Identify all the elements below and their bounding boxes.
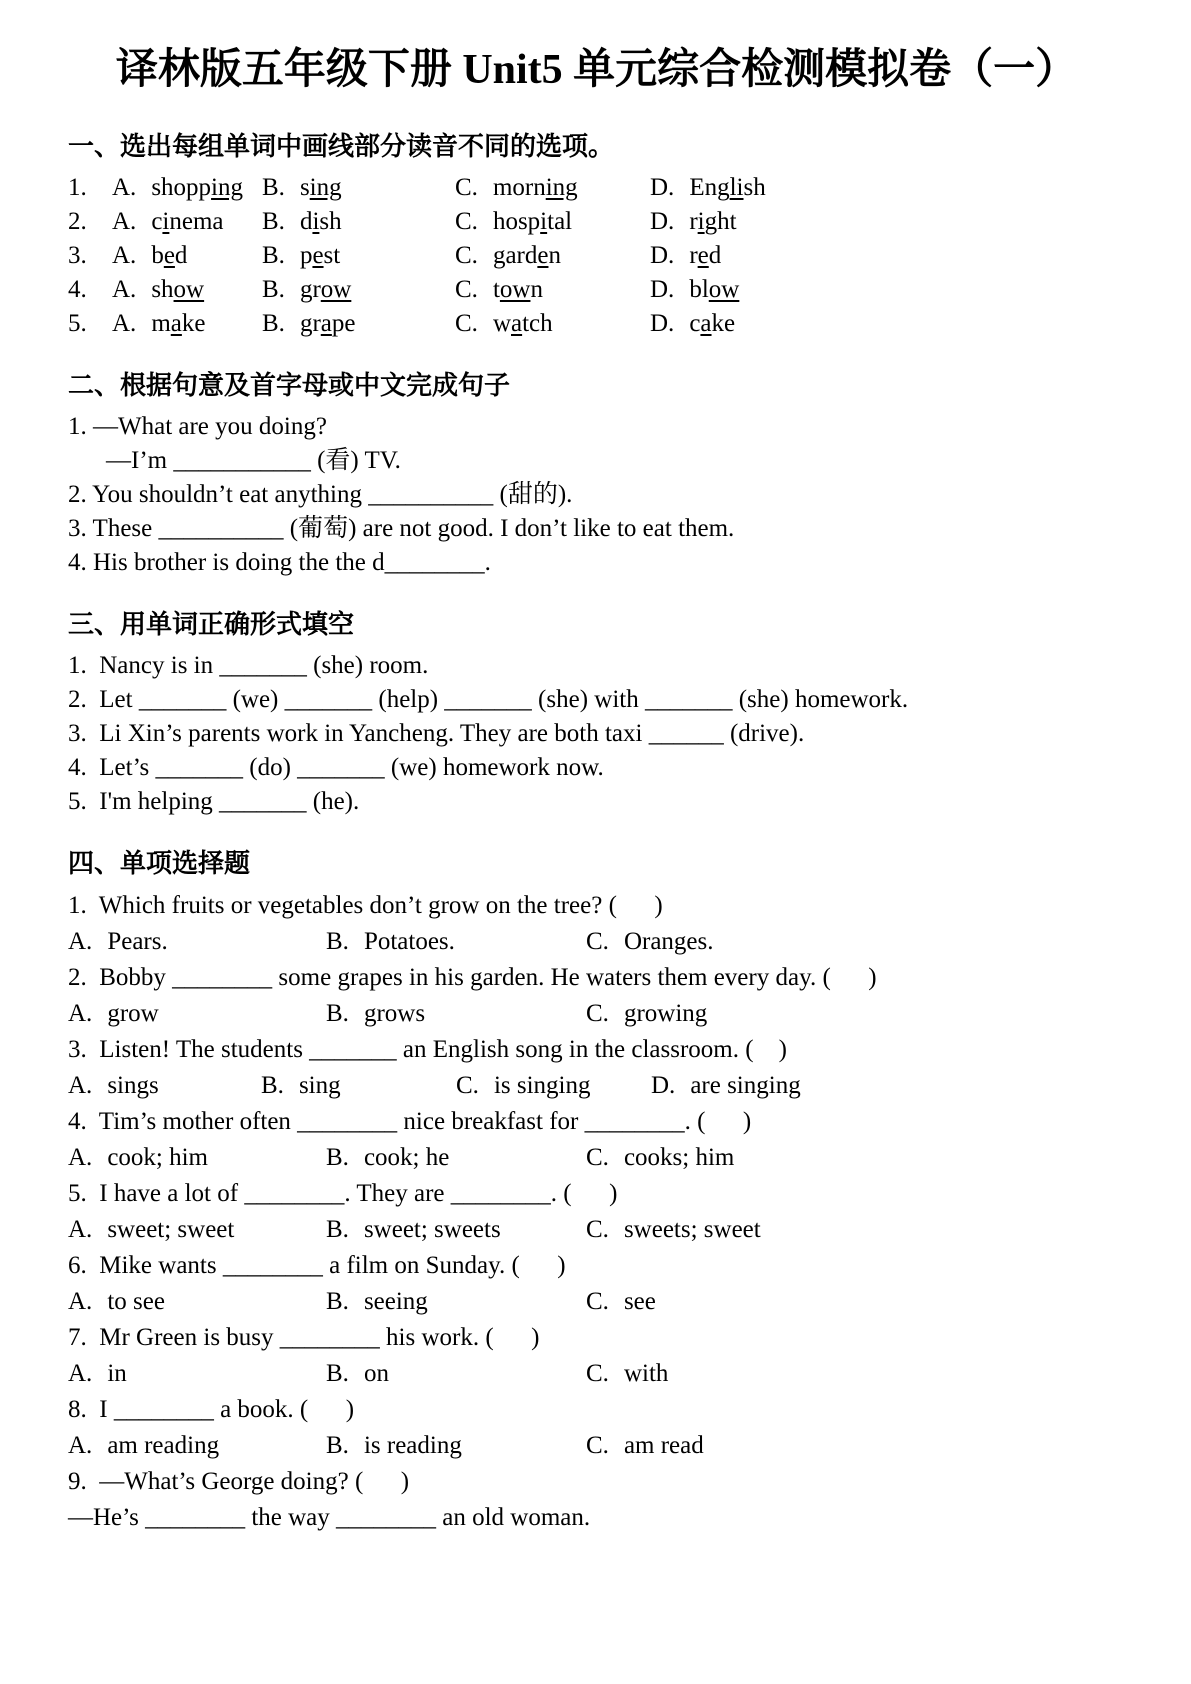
phonics-option bbox=[650, 239, 1125, 273]
phonics-word: pest bbox=[299, 241, 341, 269]
choice-option bbox=[68, 996, 326, 1032]
choice-option bbox=[586, 924, 1125, 960]
section3-lines bbox=[68, 649, 1125, 819]
option-label: B. bbox=[326, 1143, 349, 1171]
underlined-letters: i bbox=[162, 207, 170, 235]
question-number: 2. bbox=[68, 207, 87, 235]
phonics-word: town bbox=[492, 275, 543, 303]
underlined-letters: ing bbox=[211, 173, 243, 201]
option-label: A. bbox=[112, 275, 137, 303]
phonics-word: grape bbox=[299, 309, 356, 337]
phonics-row bbox=[68, 239, 1125, 273]
sentence-line: 3. Li Xin’s parents work in Yancheng. They are both taxi ______ (drive). bbox=[68, 719, 805, 747]
choice-option bbox=[651, 1068, 1125, 1104]
option-label: C. bbox=[455, 173, 478, 201]
phonics-word: show bbox=[151, 275, 205, 303]
option-label: A. bbox=[68, 999, 93, 1027]
question-number: 4. bbox=[68, 275, 87, 303]
option-text: sweet; sweets bbox=[363, 1215, 501, 1243]
option-label: B. bbox=[262, 207, 285, 235]
option-label: A. bbox=[68, 927, 93, 955]
option-text: grows bbox=[363, 999, 426, 1027]
option-text: growing bbox=[623, 999, 708, 1027]
question-number: 5. bbox=[68, 309, 87, 337]
choice-option bbox=[326, 924, 586, 960]
options-row bbox=[68, 1140, 1125, 1176]
sentence-line: 4. His brother is doing the the d________. bbox=[68, 548, 491, 576]
question-line: 1. Which fruits or vegetables don’t grow on the tree? ( ) bbox=[68, 891, 663, 919]
option-label: A. bbox=[68, 1071, 93, 1099]
choice-option bbox=[68, 1428, 326, 1464]
section-complete-sentences bbox=[68, 368, 1125, 580]
options-row bbox=[68, 1212, 1125, 1248]
phonics-option bbox=[455, 171, 650, 205]
sentence-line: 2. You shouldn’t eat anything __________ (甜的). bbox=[68, 480, 573, 508]
option-label: C. bbox=[455, 241, 478, 269]
choice-option bbox=[68, 924, 326, 960]
phonics-row bbox=[68, 273, 1125, 307]
option-label: D. bbox=[650, 173, 675, 201]
option-text: in bbox=[107, 1359, 127, 1387]
option-text: with bbox=[623, 1359, 669, 1387]
phonics-option bbox=[650, 171, 1125, 205]
option-text: to see bbox=[107, 1287, 165, 1315]
sentence-line: 1. Nancy is in _______ (she) room. bbox=[68, 651, 429, 679]
option-text: grow bbox=[107, 999, 159, 1027]
phonics-word: make bbox=[151, 309, 206, 337]
section-word-forms bbox=[68, 607, 1125, 819]
choice-option bbox=[326, 1212, 586, 1248]
choice-option bbox=[68, 1356, 326, 1392]
sentence-line: 2. Let _______ (we) _______ (help) _______ (she) with _______ (she) homework. bbox=[68, 685, 909, 713]
underlined-letters: li bbox=[729, 173, 744, 201]
underlined-letters: a bbox=[700, 309, 712, 337]
option-label: D. bbox=[650, 275, 675, 303]
phonics-option bbox=[112, 273, 262, 307]
page-title: 译林版五年级下册 Unit5 单元综合检测模拟卷（一） bbox=[115, 47, 1078, 93]
section-phonics bbox=[68, 129, 1125, 341]
phonics-word: right bbox=[689, 207, 737, 235]
question-line: 2. Bobby ________ some grapes in his garden. He waters them every day. ( ) bbox=[68, 963, 877, 991]
phonics-word: watch bbox=[492, 309, 553, 337]
choice-option bbox=[326, 1140, 586, 1176]
option-text: am read bbox=[623, 1431, 704, 1459]
phonics-option bbox=[262, 273, 455, 307]
sentence-line: 5. I'm helping _______ (he). bbox=[68, 787, 360, 815]
option-label: B. bbox=[326, 1287, 349, 1315]
options-row bbox=[68, 996, 1125, 1032]
phonics-option bbox=[112, 205, 262, 239]
options-row bbox=[68, 1284, 1125, 1320]
option-label: C. bbox=[586, 927, 609, 955]
option-text: sings bbox=[107, 1071, 159, 1099]
option-label: D. bbox=[651, 1071, 676, 1099]
question-number: 3. bbox=[68, 241, 87, 269]
underlined-letters: i bbox=[697, 207, 705, 235]
phonics-row bbox=[68, 307, 1125, 341]
phonics-word: red bbox=[689, 241, 722, 269]
option-text: Pears. bbox=[107, 927, 168, 955]
underlined-letters: e bbox=[697, 241, 709, 269]
option-label: C. bbox=[455, 275, 478, 303]
underlined-letters: a bbox=[320, 309, 332, 337]
underlined-letters: a bbox=[170, 309, 182, 337]
choice-option bbox=[586, 1140, 1125, 1176]
choice-option bbox=[586, 1212, 1125, 1248]
option-text: Oranges. bbox=[623, 927, 714, 955]
option-label: D. bbox=[650, 309, 675, 337]
underlined-letters: ow bbox=[173, 275, 205, 303]
choice-option bbox=[68, 1284, 326, 1320]
option-label: C. bbox=[456, 1071, 479, 1099]
underlined-letters: i bbox=[540, 207, 548, 235]
option-text: sweet; sweet bbox=[107, 1215, 235, 1243]
section1-rows bbox=[68, 171, 1125, 341]
underlined-letters: e bbox=[163, 241, 175, 269]
choice-option bbox=[68, 1212, 326, 1248]
option-text: see bbox=[623, 1287, 656, 1315]
option-label: C. bbox=[586, 1143, 609, 1171]
option-label: A. bbox=[112, 207, 137, 235]
question-line: 7. Mr Green is busy ________ his work. ( ) bbox=[68, 1323, 540, 1351]
phonics-option bbox=[112, 171, 262, 205]
option-label: A. bbox=[112, 173, 137, 201]
choice-option bbox=[586, 1428, 1125, 1464]
sentence-line: 3. These __________ (葡萄) are not good. I don’t like to eat them. bbox=[68, 514, 735, 542]
choice-option bbox=[68, 1140, 326, 1176]
phonics-word: morning bbox=[492, 173, 578, 201]
option-label: B. bbox=[326, 1431, 349, 1459]
underlined-letters: ow bbox=[320, 275, 352, 303]
phonics-option bbox=[262, 307, 455, 341]
option-label: B. bbox=[262, 173, 285, 201]
option-label: B. bbox=[262, 275, 285, 303]
phonics-word: dish bbox=[299, 207, 342, 235]
options-row bbox=[68, 1428, 1125, 1464]
choice-option bbox=[326, 1284, 586, 1320]
underlined-letters: ing bbox=[545, 173, 578, 201]
question-line: 5. I have a lot of ________. They are ________. ( ) bbox=[68, 1179, 618, 1207]
option-label: C. bbox=[586, 1215, 609, 1243]
option-label: C. bbox=[586, 999, 609, 1027]
question-line: 9. —What’s George doing? ( ) bbox=[68, 1467, 410, 1495]
sentence-line: —I’m ___________ (看) TV. bbox=[106, 446, 401, 474]
section1-heading: 一、选出每组单词中画线部分读音不同的选项。 bbox=[68, 131, 615, 161]
choice-option bbox=[326, 1428, 586, 1464]
option-label: B. bbox=[262, 241, 285, 269]
underlined-letters: i bbox=[312, 207, 320, 235]
question-line: 3. Listen! The students _______ an English song in the classroom. ( ) bbox=[68, 1035, 787, 1063]
option-label: C. bbox=[455, 207, 478, 235]
option-label: B. bbox=[262, 309, 285, 337]
option-label: B. bbox=[261, 1071, 284, 1099]
choice-option bbox=[586, 996, 1125, 1032]
option-label: B. bbox=[326, 1359, 349, 1387]
sentence-line: 1. —What are you doing? bbox=[68, 412, 327, 440]
option-label: A. bbox=[112, 241, 137, 269]
options-row bbox=[68, 1068, 1125, 1104]
option-text: are singing bbox=[690, 1071, 801, 1099]
choice-option bbox=[456, 1068, 651, 1104]
section2-lines bbox=[68, 410, 1125, 580]
option-label: D. bbox=[650, 241, 675, 269]
phonics-option bbox=[262, 171, 455, 205]
choice-option bbox=[68, 1068, 261, 1104]
option-text: seeing bbox=[363, 1287, 428, 1315]
phonics-word: blow bbox=[689, 275, 740, 303]
option-label: C. bbox=[455, 309, 478, 337]
section4-items bbox=[68, 888, 1125, 1536]
phonics-word: English bbox=[689, 173, 766, 201]
option-text: on bbox=[363, 1359, 389, 1387]
option-text: sing bbox=[298, 1071, 341, 1099]
choice-option bbox=[326, 996, 586, 1032]
option-label: A. bbox=[68, 1287, 93, 1315]
option-text: cooks; him bbox=[623, 1143, 735, 1171]
section4-heading: 四、单项选择题 bbox=[68, 848, 251, 878]
phonics-word: cake bbox=[689, 309, 736, 337]
answer-line: —He’s ________ the way ________ an old woman. bbox=[68, 1503, 591, 1531]
section-multiple-choice bbox=[68, 846, 1125, 1536]
options-row bbox=[68, 1356, 1125, 1392]
underlined-letters: ow bbox=[708, 275, 740, 303]
options-row bbox=[68, 924, 1125, 960]
phonics-option bbox=[455, 273, 650, 307]
phonics-option bbox=[112, 239, 262, 273]
phonics-option bbox=[455, 205, 650, 239]
question-line: 8. I ________ a book. ( ) bbox=[68, 1395, 355, 1423]
option-label: C. bbox=[586, 1359, 609, 1387]
choice-option bbox=[261, 1068, 456, 1104]
phonics-option bbox=[262, 239, 455, 273]
phonics-option bbox=[650, 307, 1125, 341]
option-text: Potatoes. bbox=[363, 927, 455, 955]
option-label: B. bbox=[326, 1215, 349, 1243]
phonics-option bbox=[455, 307, 650, 341]
phonics-word: cinema bbox=[151, 207, 224, 235]
option-label: C. bbox=[586, 1287, 609, 1315]
option-label: A. bbox=[68, 1215, 93, 1243]
choice-option bbox=[586, 1284, 1125, 1320]
phonics-word: hospital bbox=[492, 207, 573, 235]
option-label: B. bbox=[326, 927, 349, 955]
phonics-word: garden bbox=[492, 241, 561, 269]
phonics-option bbox=[650, 205, 1125, 239]
underlined-letters: e bbox=[537, 241, 549, 269]
underlined-letters: a bbox=[511, 309, 523, 337]
choice-option bbox=[326, 1356, 586, 1392]
option-label: A. bbox=[112, 309, 137, 337]
phonics-option bbox=[262, 205, 455, 239]
underlined-letters: ing bbox=[309, 173, 342, 201]
underlined-letters: ow bbox=[499, 275, 531, 303]
option-text: am reading bbox=[107, 1431, 220, 1459]
option-label: D. bbox=[650, 207, 675, 235]
option-label: A. bbox=[68, 1359, 93, 1387]
phonics-word: sing bbox=[299, 173, 342, 201]
phonics-row bbox=[68, 205, 1125, 239]
option-label: B. bbox=[326, 999, 349, 1027]
phonics-word: grow bbox=[299, 275, 352, 303]
section3-heading: 三、用单词正确形式填空 bbox=[68, 609, 355, 639]
question-line: 6. Mike wants ________ a film on Sunday. ( ) bbox=[68, 1251, 566, 1279]
phonics-word: bed bbox=[151, 241, 188, 269]
option-text: cook; him bbox=[107, 1143, 208, 1171]
choice-option bbox=[586, 1356, 1125, 1392]
option-text: sweets; sweet bbox=[623, 1215, 761, 1243]
phonics-word: shopping bbox=[151, 173, 243, 201]
phonics-option bbox=[650, 273, 1125, 307]
option-text: cook; he bbox=[363, 1143, 450, 1171]
section2-heading: 二、根据句意及首字母或中文完成句子 bbox=[68, 370, 511, 400]
phonics-option bbox=[112, 307, 262, 341]
option-text: is singing bbox=[493, 1071, 591, 1099]
question-number: 1. bbox=[68, 173, 87, 201]
underlined-letters: e bbox=[312, 241, 324, 269]
option-text: is reading bbox=[363, 1431, 462, 1459]
option-label: C. bbox=[586, 1431, 609, 1459]
sentence-line: 4. Let’s _______ (do) _______ (we) homework now. bbox=[68, 753, 604, 781]
option-label: A. bbox=[68, 1431, 93, 1459]
phonics-option bbox=[455, 239, 650, 273]
option-label: A. bbox=[68, 1143, 93, 1171]
phonics-row bbox=[68, 171, 1125, 205]
question-line: 4. Tim’s mother often ________ nice breakfast for ________. ( ) bbox=[68, 1107, 752, 1135]
